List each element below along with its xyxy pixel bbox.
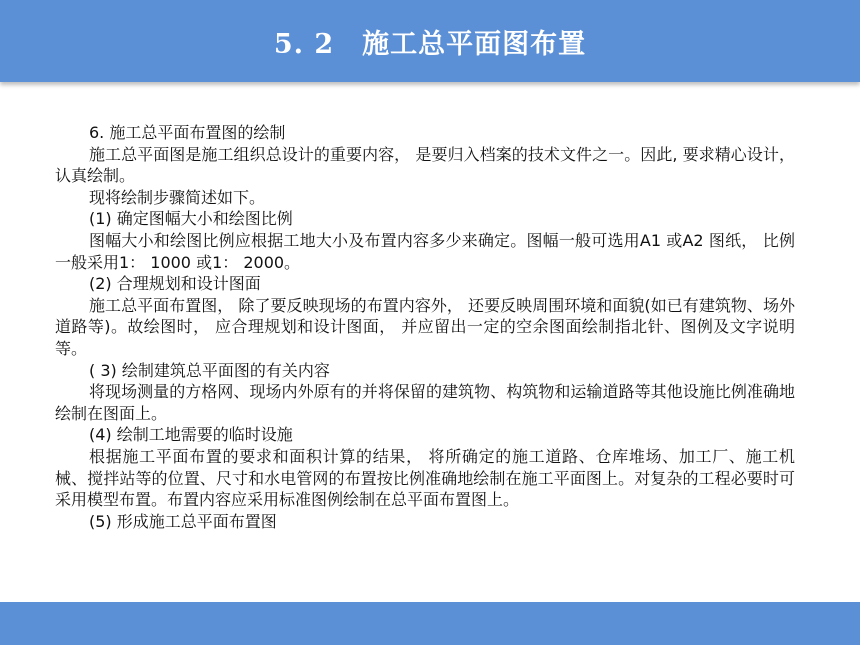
- step-heading: (5) 形成施工总平面布置图: [89, 511, 277, 531]
- step-heading: (1) 确定图幅大小和绘图比例: [89, 209, 293, 229]
- slide-body: [55, 122, 795, 532]
- body-paragraph: 将现场测量的方格网、现场内外原有的并将保留的建筑物、构筑物和运输道路等其他设施比例准确地绘制在图面上。: [55, 382, 795, 423]
- step-heading: ( 3) 绘制建筑总平面图的有关内容: [89, 360, 330, 380]
- body-paragraph: 根据施工平面布置的要求和面积计算的结果， 将所确定的施工道路、仓库堆场、加工厂、施工机械、搅拌站等的位置、尺寸和水电管网的布置按比例准确地绘制在施工平面图上。对复杂的工程必要时可采用模型布置。布置内容应采用标准图例绘制在总平面布置图上。: [55, 446, 795, 510]
- body-paragraph: 施工总平面布置图， 除了要反映现场的布置内容外， 还要反映周围环境和面貌(如已有建筑物、场外道路等)。故绘图时， 应合理规划和设计图面， 并应留出一定的空余图面绘制指北针、图例及文字说明等。: [55, 295, 795, 358]
- step-heading: (4) 绘制工地需要的临时设施: [89, 425, 293, 445]
- step-heading: (2) 合理规划和设计图面: [89, 274, 261, 294]
- section-heading: 6. 施工总平面布置图的绘制: [89, 123, 286, 142]
- body-paragraph: 图幅大小和绘图比例应根据工地大小及布置内容多少来确定。图幅一般可选用A1 或A2 图纸， 比例一般采用1： 1000 或1： 2000。: [55, 230, 795, 272]
- footer-bar: [0, 602, 860, 645]
- slide-title: 5. 2 施工总平面图布置: [273, 29, 587, 60]
- body-paragraph: 施工总平面图是施工组织总设计的重要内容， 是要归入档案的技术文件之一。因此, 要求精心设计，认真绘制。: [55, 144, 795, 186]
- body-paragraph: 现将绘制步骤简述如下。: [89, 187, 266, 207]
